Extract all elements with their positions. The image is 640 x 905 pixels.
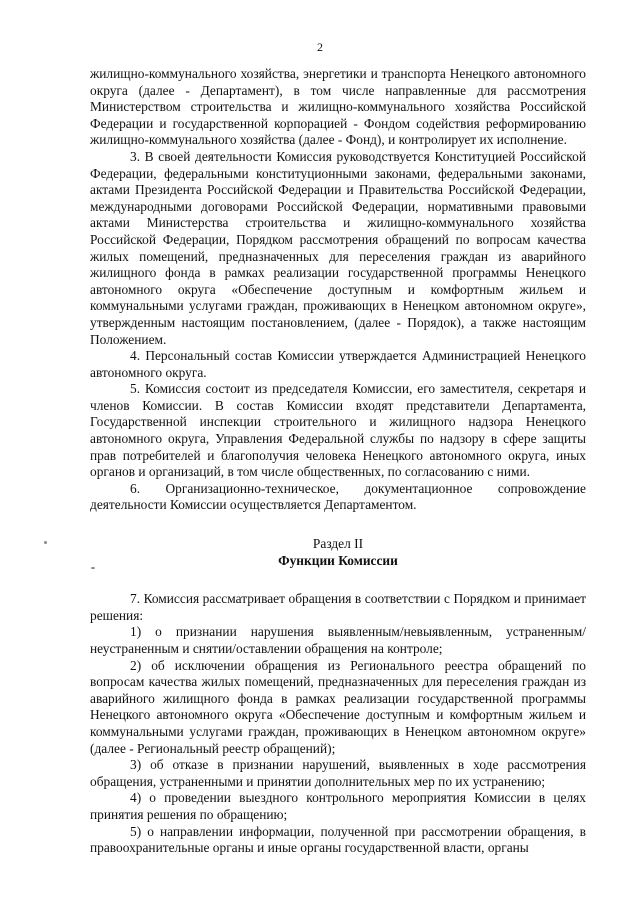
paragraph-continuation: жилищно-коммунального хозяйства, энергетики и транспорта Ненецкого автономного округа (далее - Департамент), в том числе направленные для рассмотрения Министерством строительства и жилищно-коммунального хозяйства Российской Федерации и государственной корпорацией - Фондом содействия реформированию жилищно-коммунального хозяйства (далее - Фонд), и контролирует их исполнение.: [90, 66, 586, 148]
paragraph-5: 5. Комиссия состоит из председателя Комиссии, его заместителя, секретаря и членов Комиссии. В состав Комиссии входят представители Департамента, Государственной инспекции строительного и жилищного надзора Ненецкого автономного округа, Управления Федеральной службы по надзору в сфере защиты прав потребителей и благополучия человека Ненецкого автономного округа, иных органов и организаций, в том числе общественных, по согласованию с ними.: [90, 381, 586, 480]
paragraph-7: 7. Комиссия рассматривает обращения в соответствии с Порядком и принимает решения:: [90, 591, 586, 623]
document-body: [90, 66, 586, 857]
list-item-2: 2) об исключении обращения из Регионального реестра обращений по вопросам качества жилых помещений, предназначенных для переселения граждан из аварийного жилищного фонда в рамках реализации государственной программы Ненецкого автономного округа «Обеспечение доступным и комфортным жильем и коммунальными услугами граждан, проживающих в Ненецком автономном округе» (далее - Региональный реестр обращений);: [90, 657, 586, 756]
paragraph-4: 4. Персональный состав Комиссии утверждается Администрацией Ненецкого автономного округа.: [90, 348, 586, 380]
list-item-1: 1) о признании нарушения выявленным/невыявленным, устраненным/неустраненным и снятии/оставлении обращения на контроле;: [90, 624, 586, 656]
paragraph-6: 6. Организационно-техническое, документационное сопровождение деятельности Комиссии осуществляется Департаментом.: [90, 480, 586, 513]
list-item-4: 4) о проведении выездного контрольного мероприятия Комиссии в целях принятия решения по обращению;: [90, 790, 586, 822]
page-number: 2: [317, 40, 323, 54]
list-item-3: 3) об отказе в признании нарушений, выявленных в ходе рассмотрения обращения, устраненными и принятии дополнительных мер по их устранению;: [90, 757, 586, 789]
scan-speck: [44, 541, 47, 544]
paragraph-3: 3. В своей деятельности Комиссия руководствуется Конституцией Российской Федерации, федеральными конституционными законами, федеральными законами, актами Президента Российской Федерации и Правительства Российской Федерации, международными договорами Российской Федерации, нормативными правовыми актами Министерства строительства и жилищно-коммунального хозяйства Российской Федерации, Порядком рассмотрения обращений по вопросам качества жилых помещений, предназначенных для переселения граждан из аварийного жилищного фонда в рамках реализации государственной программы Ненецкого автономного округа «Обеспечение доступным и комфортным жильем и коммунальными услугами граждан, проживающих в Ненецком автономном округе», утвержденным настоящим постановлением, (далее - Порядок), а также настоящим Положением.: [90, 148, 586, 347]
section-number: Раздел II: [312, 536, 364, 552]
section-title: Функции Комиссии: [278, 552, 398, 568]
list-item-5: 5) о направлении информации, полученной при рассмотрении обращения, в правоохранительные органы и иные органы государственной власти, органы: [90, 823, 586, 856]
